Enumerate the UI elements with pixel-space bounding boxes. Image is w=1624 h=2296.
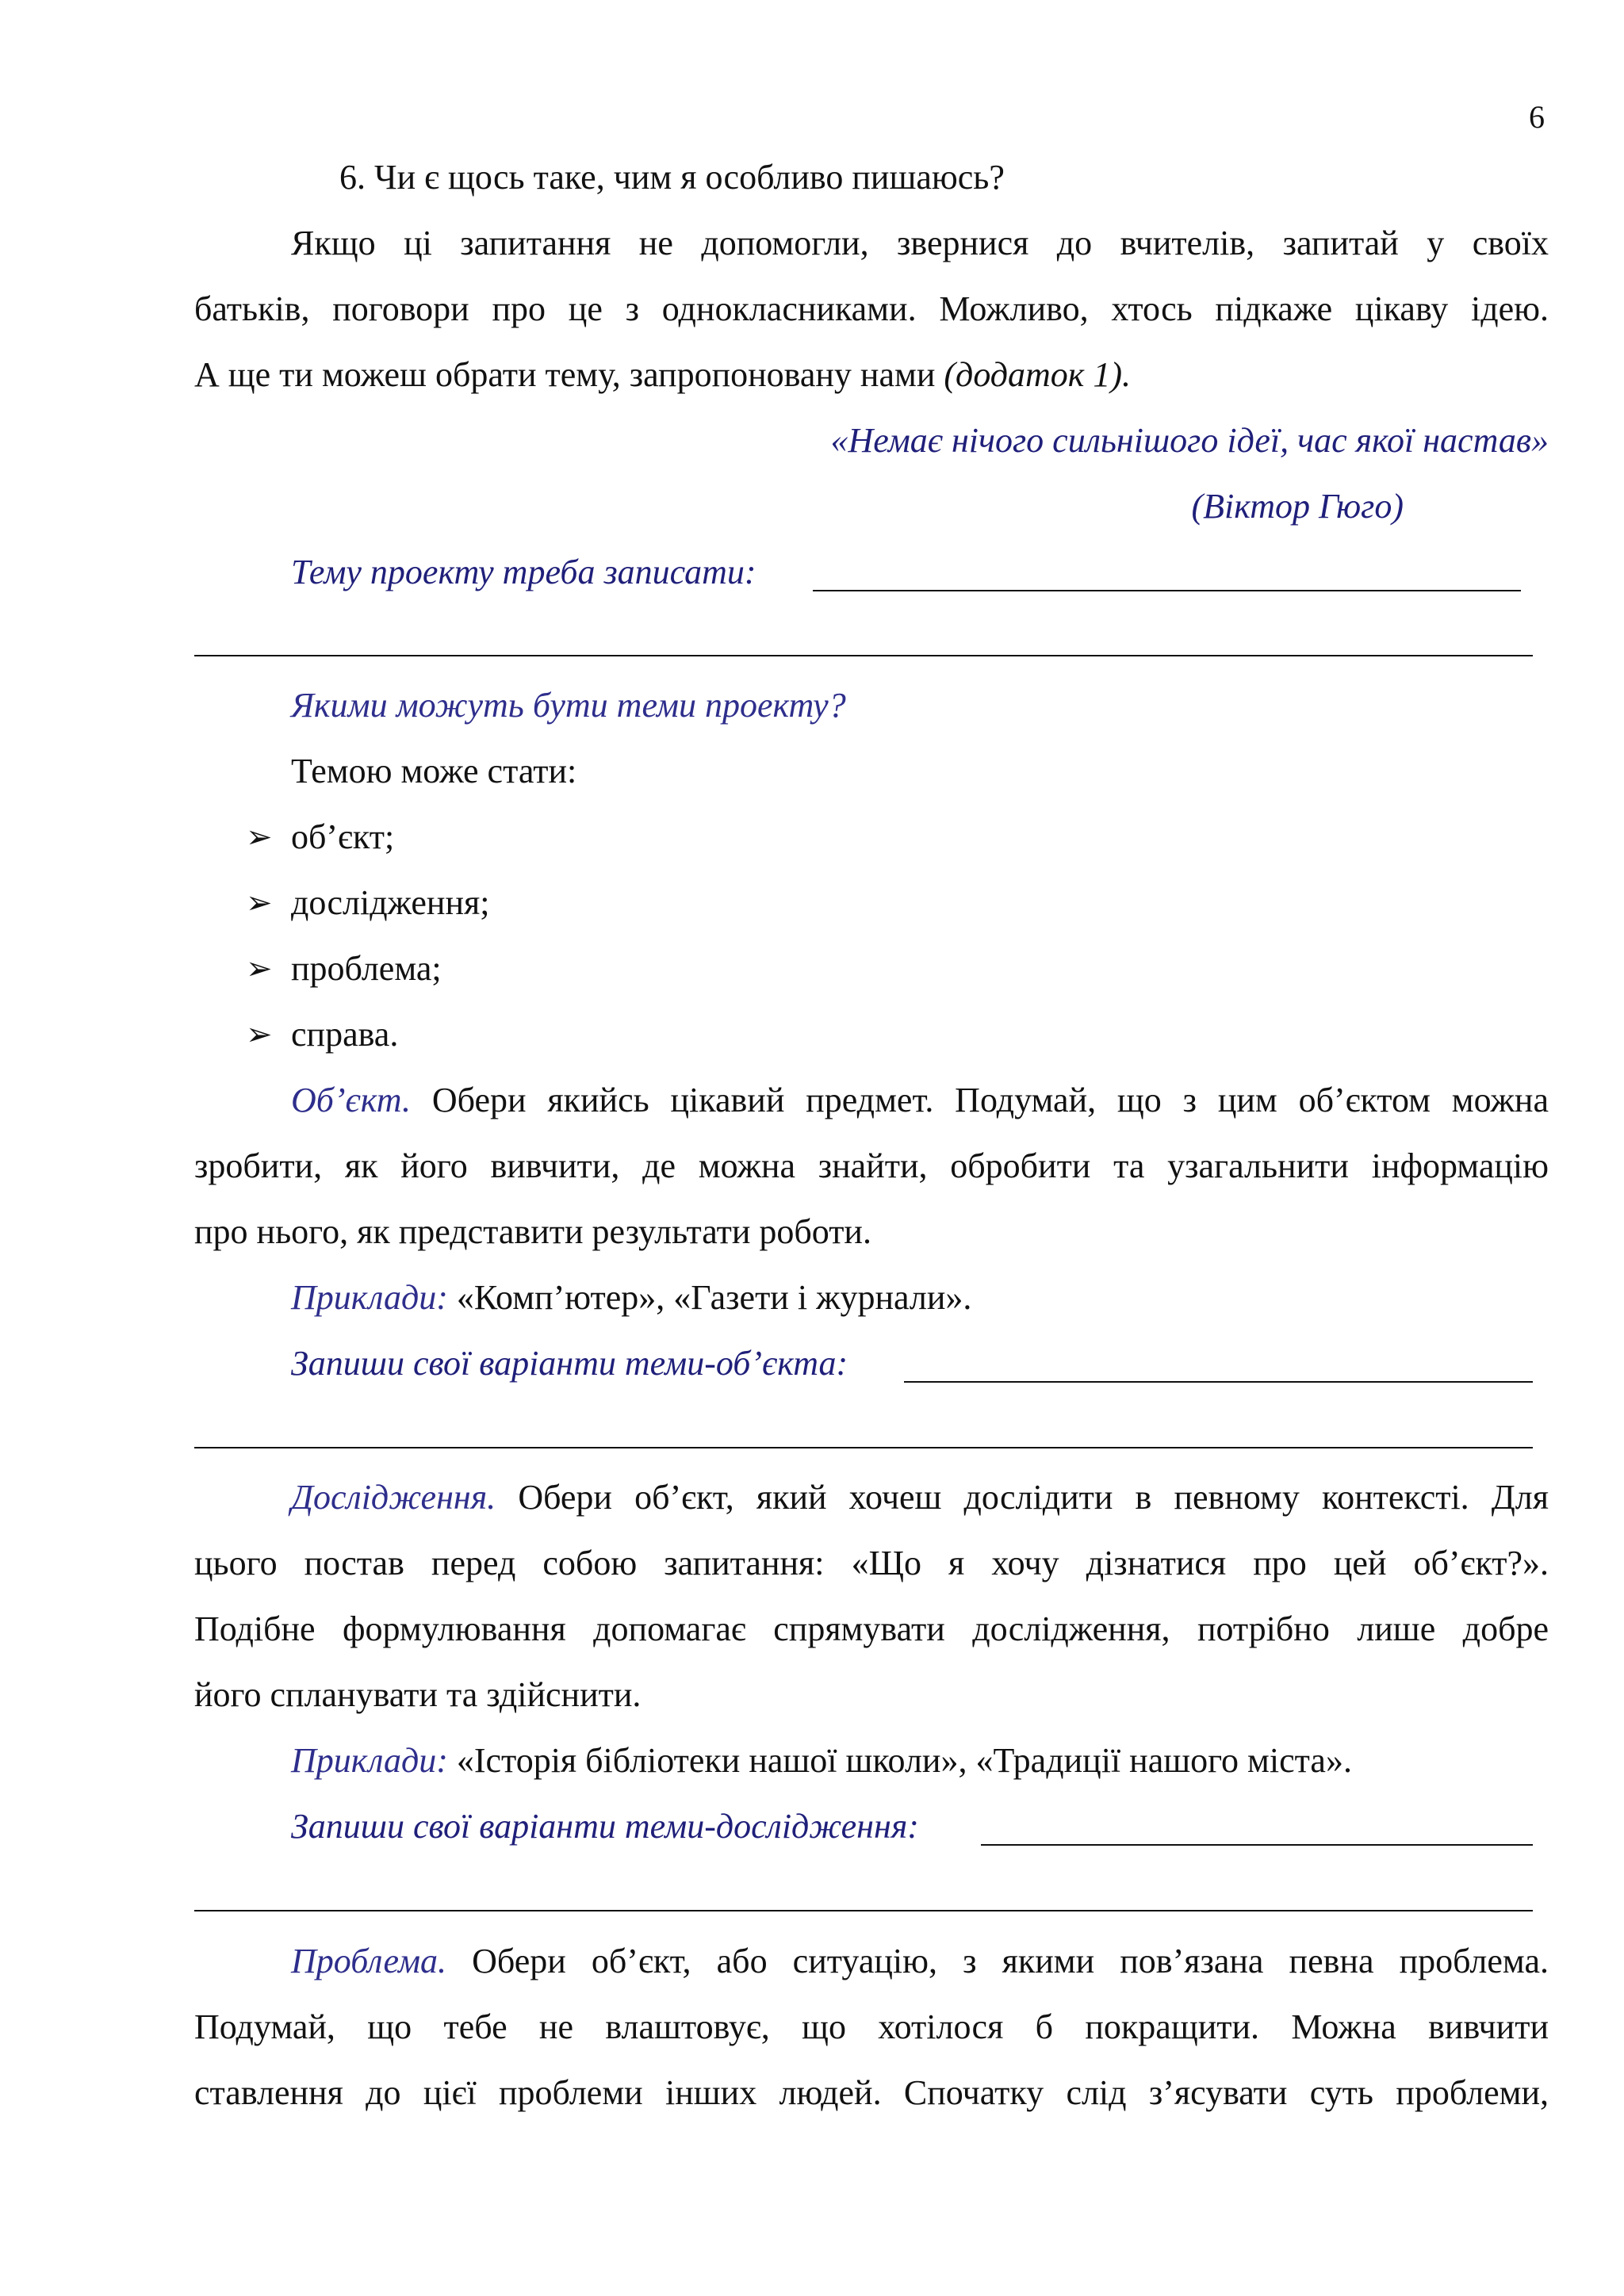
para1-line-3-text: А ще ти можеш обрати тему, запропоновану нами: [194, 355, 936, 394]
para1-line-1: Якщо ці запитання не допомогли, звернися до вчителів, запитай у своїх: [291, 224, 1549, 262]
object-line-2: зробити, як його вивчити, де можна знайти, обробити та узагальнити інформацію: [194, 1146, 1549, 1185]
topic-write-line-2[interactable]: [194, 655, 1533, 656]
object-write-line-1[interactable]: [904, 1381, 1533, 1383]
arrow-bullet-icon: ➢: [246, 885, 273, 920]
quote-text: «Немає нічого сильнішого ідеї, час якої настав»: [830, 421, 1549, 460]
object-write-prompt: Запиши свої варіанти теми-об’єкта:: [291, 1344, 848, 1383]
problem-line-1-text: Обери об’єкт, або ситуацію, з якими пов’язана певна проблема.: [472, 1942, 1549, 1980]
topic-can-be: Темою може стати:: [291, 752, 577, 790]
research-line-1-text: Обери об’єкт, який хочеш дослідити в певному контексті. Для: [518, 1478, 1549, 1517]
research-examples-label: Приклади:: [291, 1741, 448, 1780]
object-line-1: [291, 1078, 1549, 1123]
research-examples-text: «Історія бібліотеки нашої школи», «Традиції нашого міста».: [456, 1741, 1352, 1780]
object-line-3: про нього, як представити результати роботи.: [194, 1212, 871, 1251]
bullet-deed: справа.: [291, 1015, 399, 1054]
para1-line-3: [194, 353, 1549, 397]
research-line-4: його спланувати та здійснити.: [194, 1675, 642, 1714]
research-line-2: цього постав перед собою запитання: «Що я хочу дізнатися про цей об’єкт?».: [194, 1544, 1549, 1582]
arrow-bullet-icon: ➢: [246, 951, 273, 986]
problem-line-3: ставлення до цієї проблеми інших людей. Спочатку слід з’ясувати суть проблеми,: [194, 2073, 1549, 2112]
arrow-bullet-icon: ➢: [246, 819, 273, 855]
object-examples-text: «Комп’ютер», «Газети і журнали».: [456, 1278, 972, 1317]
problem-label: Проблема.: [291, 1942, 447, 1980]
object-write-line-2[interactable]: [194, 1447, 1533, 1448]
object-examples-label: Приклади:: [291, 1278, 448, 1317]
object-label: Об’єкт.: [291, 1081, 412, 1119]
object-examples: [291, 1276, 1549, 1320]
para1-line-2: батьків, поговори про це з однокласниками. Можливо, хтось підкаже цікаву ідею.: [194, 289, 1549, 328]
topic-write-line-1[interactable]: [813, 590, 1521, 591]
bullet-problem: проблема;: [291, 949, 442, 988]
research-write-prompt: Запиши свої варіанти теми-дослідження:: [291, 1807, 919, 1846]
appendix-reference: (додаток 1).: [944, 355, 1132, 394]
research-write-line-1[interactable]: [981, 1844, 1533, 1846]
question-text: Чи є щось таке, чим я особливо пишаюсь?: [374, 158, 1005, 197]
research-examples: [291, 1739, 1549, 1783]
bullet-research: дослідження;: [291, 883, 490, 922]
topics-question: Якими можуть бути теми проекту?: [291, 686, 846, 725]
question-number: 6.: [339, 158, 366, 197]
research-line-1: [291, 1475, 1549, 1520]
page-number: 6: [1529, 99, 1545, 135]
problem-line-2: Подумай, що тебе не влаштовує, що хотілося б покращити. Можна вивчити: [194, 2007, 1549, 2046]
problem-line-1: [291, 1939, 1549, 1984]
bullet-object: об’єкт;: [291, 817, 395, 856]
quote-author: (Віктор Гюго): [1191, 487, 1404, 526]
research-label: Дослідження.: [291, 1478, 496, 1517]
research-line-3: Подібне формулювання допомагає спрямувати дослідження, потрібно лише добре: [194, 1609, 1549, 1648]
numbered-question-6: [339, 155, 1529, 200]
research-write-line-2[interactable]: [194, 1910, 1533, 1911]
object-line-1-text: Обери якийсь цікавий предмет. Подумай, що з цим об’єктом можна: [431, 1081, 1549, 1119]
topic-prompt: Тему проекту треба записати:: [291, 553, 756, 591]
arrow-bullet-icon: ➢: [246, 1016, 273, 1052]
